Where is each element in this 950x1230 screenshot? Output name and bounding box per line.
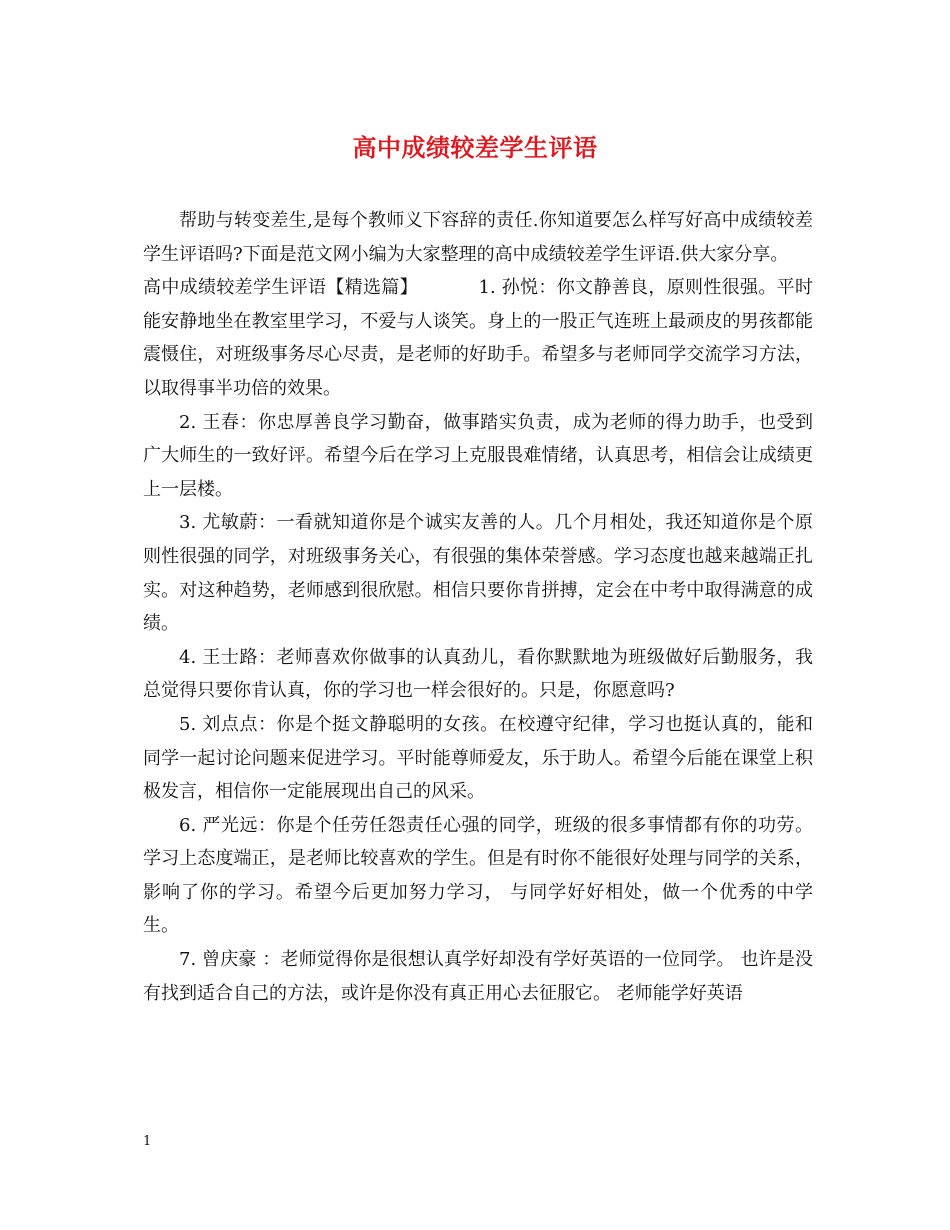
page-title: 高中成绩较差学生评语 xyxy=(352,133,598,162)
section-heading: 高中成绩较差学生评语【精选篇】 xyxy=(143,277,418,299)
heading-gap xyxy=(418,277,479,298)
comment-paragraph-5: 5. 刘点点：你是个挺文静聪明的女孩。在校遵守纪律，学习也挺认真的，能和同学一起讨论问题来促进学习。平时能尊师爱友，乐于助人。希望今后能在课堂上积极发言，相信你一定能展现出自己的风采。 xyxy=(143,713,813,803)
intro-paragraph: 帮助与转变差生,是每个教师义下容辞的责任.你知道要怎么样写好高中成绩较差学生评语吗?下面是范文网小编为大家整理的高中成绩较差学生评语.供大家分享。 xyxy=(143,210,813,265)
section-paragraph xyxy=(143,271,813,405)
page-number: 1 xyxy=(143,1134,152,1149)
document-body xyxy=(143,204,813,1010)
comment-paragraph-4: 4. 王士路：老师喜欢你做事的认真劲儿，看你默默地为班级做好后勤服务，我总觉得只要你肯认真，你的学习也一样会很好的。只是，你愿意吗? xyxy=(143,646,813,702)
comment-paragraph-1: 1. 孙悦：你文静善良，原则性很强。平时能安静地坐在教室里学习，不爱与人谈笑。身上的一股正气连班上最顽皮的男孩都能震慑住，对班级事务尽心尽责，是老师的好助手。希望多与老师同学交流学习方法，以取得事半功倍的效果。 xyxy=(143,277,814,399)
comment-paragraph-2: 2. 王春：你忠厚善良学习勤奋，做事踏实负责，成为老师的得力助手，也受到广大师生的一致好评。希望今后在学习上克服畏难情绪，认真思考，相信会让成绩更上一层楼。 xyxy=(143,411,813,500)
comment-paragraph-3: 3. 尤敏蔚：一看就知道你是个诚实友善的人。几个月相处，我还知道你是个原则性很强的同学，对班级事务关心，有很强的集体荣誉感。学习态度也越来越端正扎实。对这种趋势，老师感到很欣慰。相信只要你肯拼搏，定会在中考中取得满意的成绩。 xyxy=(143,512,813,635)
comment-paragraph-6: 6. 严光远：你是个任劳任怨责任心强的同学，班级的很多事情都有你的功劳。学习上态度端正，是老师比较喜欢的学生。但是有时你不能很好处理与同学的关系，影响了你的学习。希望今后更加努力学习， 与同学好好相处，做一个优秀的中学生。 xyxy=(143,814,813,937)
comment-paragraph-7: 7. 曾庆豪 ：老师觉得你是很想认真学好却没有学好英语的一位同学。 也许是没有找到适合自己的方法，或许是你没有真正用心去征服它。 老师能学好英语 xyxy=(143,949,813,1004)
